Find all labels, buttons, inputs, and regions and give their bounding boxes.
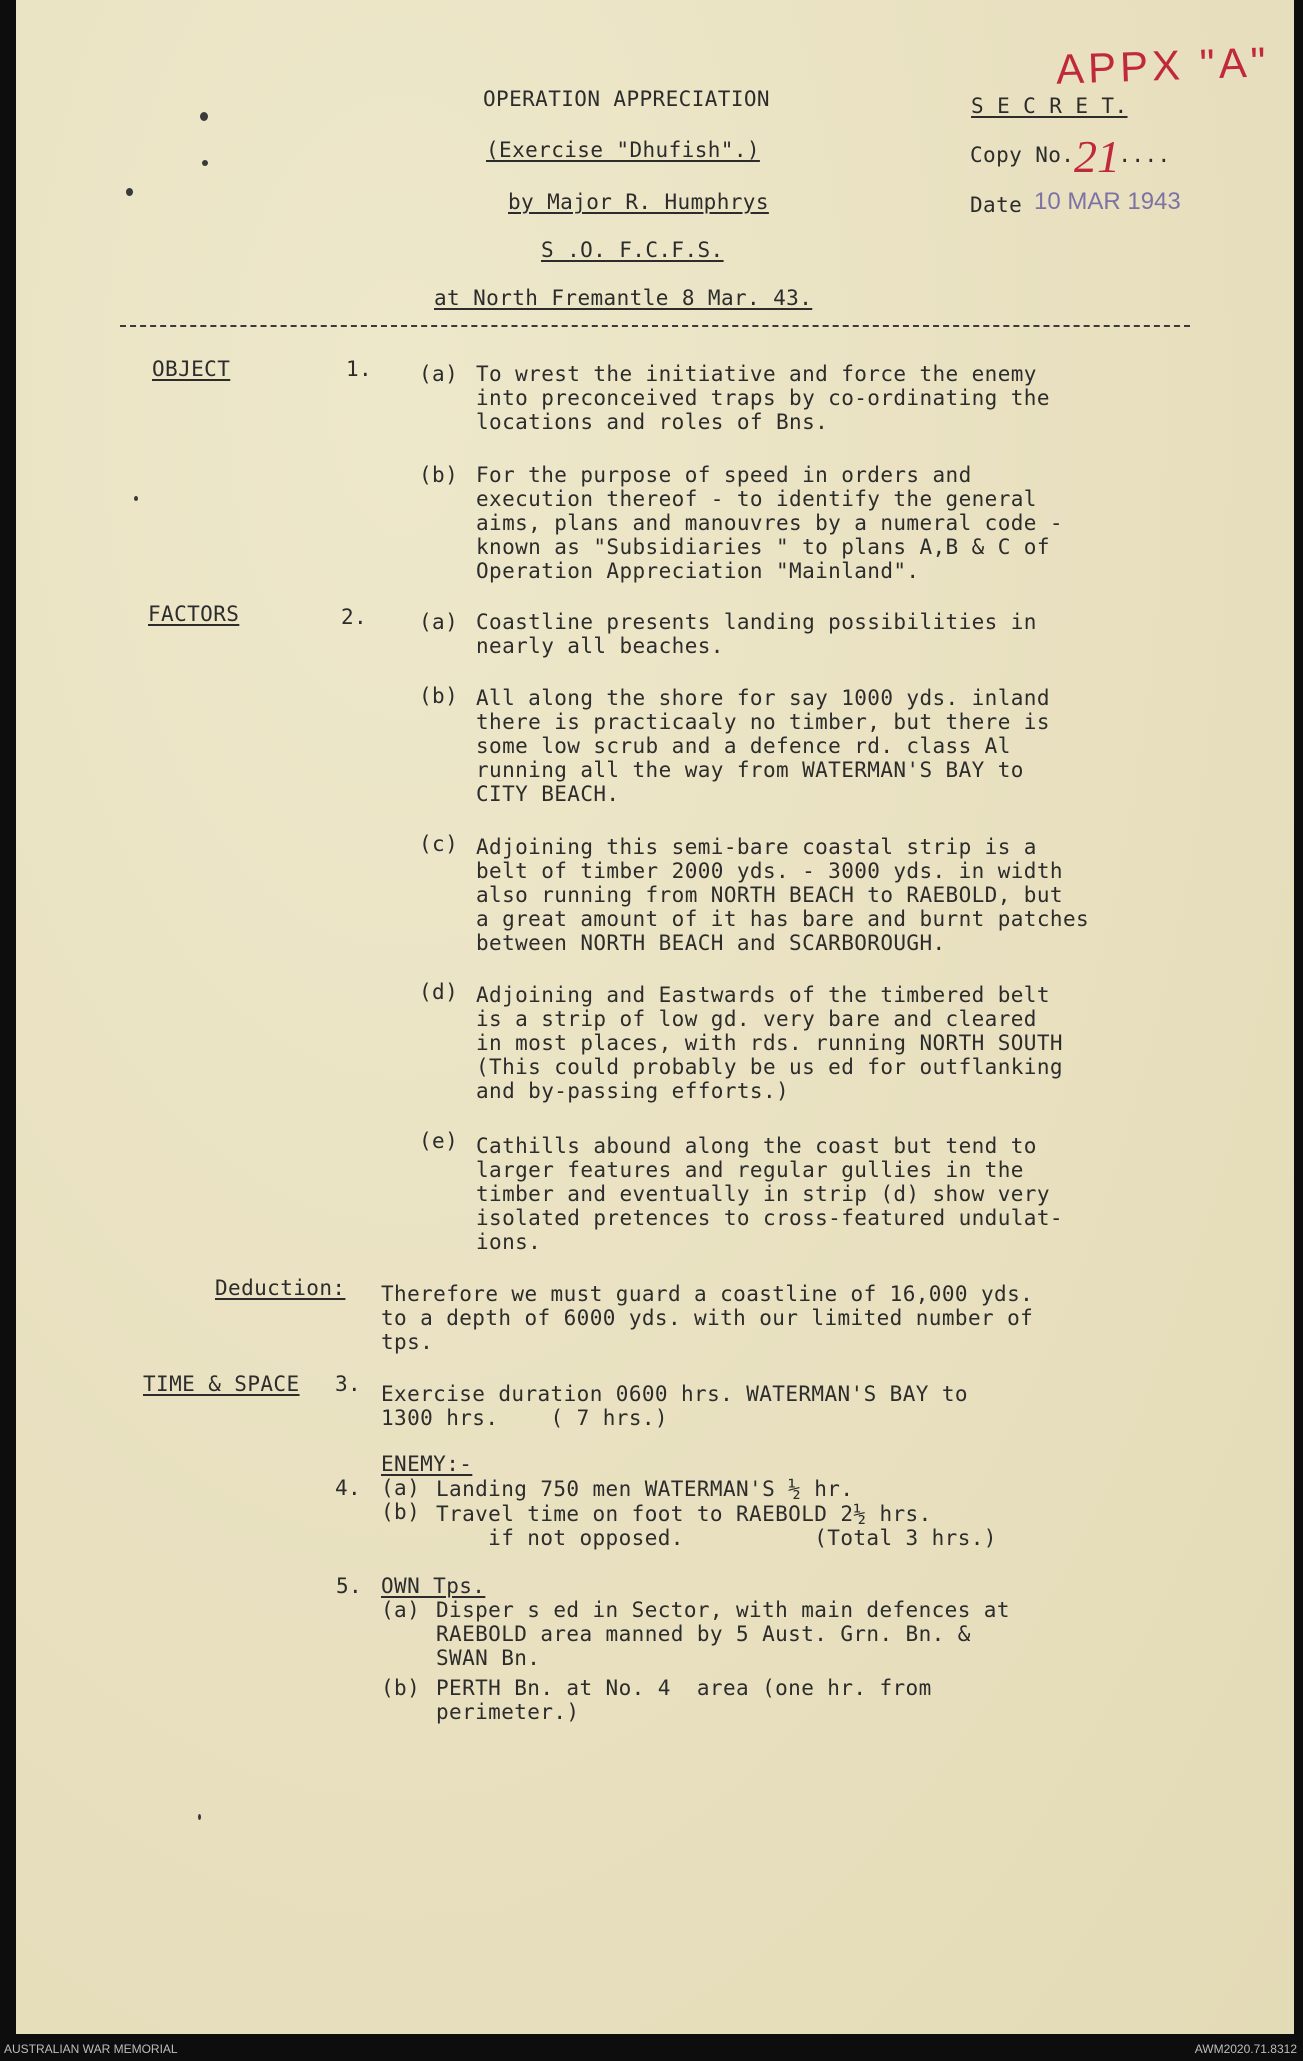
object-b-label: (b) <box>419 463 459 487</box>
copy-label: Copy No. <box>970 143 1075 167</box>
header-divider <box>120 325 1190 327</box>
paper-speck <box>200 112 208 121</box>
unit-line: S .O. F.C.F.S. <box>541 238 724 262</box>
factors-c-text: Adjoining this semi-bare coastal strip is a belt of timber 2000 yds. - 3000 yds. in width also running from NORTH BEACH to RAEBOLD, but a great amount of it has bare and burnt patches between NORTH BEACH and SCARBOROUGH. <box>476 835 1090 955</box>
factors-b-label: (b) <box>419 684 459 708</box>
exercise-name: (Exercise "Dhufish".) <box>486 138 760 162</box>
document-title: OPERATION APPRECIATION <box>483 87 770 111</box>
deduction-text: Therefore we must guard a coastline of 16,000 yds. to a depth of 6000 yds. with our limited number of tps. <box>381 1282 1034 1354</box>
factors-e-text: Cathills abound along the coast but tend to larger features and regular gullies in the timber and eventually in strip (d) show very isolated pretences to cross-featured undulat- ions. <box>476 1134 1063 1254</box>
time-space-number: 3. <box>335 1372 362 1396</box>
factors-a-label: (a) <box>419 610 459 634</box>
paper-speck <box>202 160 208 166</box>
enemy-number: 4. <box>335 1476 362 1500</box>
copy-number-line <box>970 143 1171 167</box>
deduction-label: Deduction: <box>215 1276 346 1300</box>
own-b-label: (b) <box>381 1676 421 1700</box>
own-a-text: Disper s ed in Sector, with main defences at RAEBOLD area manned by 5 Aust. Grn. Bn. & SWAN Bn. <box>436 1598 1010 1670</box>
factors-b-text: All along the shore for say 1000 yds. inland there is practicaaly no timber, but there is some low scrub and a defence rd. class Al running all the way from WATERMAN'S BAY to CITY BEACH. <box>476 686 1050 806</box>
author-line: by Major R. Humphrys <box>508 190 769 214</box>
date-label: Date <box>970 193 1023 217</box>
own-tps-number: 5. <box>336 1574 363 1598</box>
factors-d-text: Adjoining and Eastwards of the timbered belt is a strip of low gd. very bare and cleared in most places, with rds. running NORTH SOUTH (This could probably be us ed for outflanking and by-passing efforts.) <box>476 983 1063 1103</box>
copy-number-handwritten: 21 <box>1074 131 1120 182</box>
time-space-heading: TIME & SPACE <box>143 1372 300 1396</box>
factors-heading: FACTORS <box>148 602 240 626</box>
paper-speck <box>198 1814 201 1820</box>
archive-reference: AWM2020.71.8312 <box>1194 2042 1297 2056</box>
secret-marking: S E C R E T. <box>971 94 1128 118</box>
factors-e-label: (e) <box>419 1129 459 1153</box>
own-a-label: (a) <box>381 1598 421 1622</box>
document-page <box>16 0 1294 2034</box>
own-tps-heading: OWN Tps. <box>381 1574 486 1598</box>
object-a-label: (a) <box>419 362 459 386</box>
object-number: 1. <box>346 357 373 381</box>
object-heading: OBJECT <box>152 357 231 381</box>
object-b-text: For the purpose of speed in orders and execution thereof - to identify the general aims, plans and manouvres by a numeral code - known as "Subsidiaries " to plans A,B & C of Operation Appreciation "Mainland". <box>476 463 1063 583</box>
own-b-text: PERTH Bn. at No. 4 area (one hr. from perimeter.) <box>436 1676 932 1724</box>
factors-number: 2. <box>341 605 368 629</box>
factors-a-text: Coastline presents landing possibilities in nearly all beaches. <box>476 610 1037 658</box>
object-a-text: To wrest the initiative and force the enemy into preconceived traps by co-ordinating the locations and roles of Bns. <box>476 362 1050 434</box>
factors-c-label: (c) <box>419 832 459 856</box>
appendix-stamp: APPX "A" <box>1055 38 1271 93</box>
copy-dots: .... <box>1118 143 1171 167</box>
enemy-a-label: (a) <box>381 1476 421 1500</box>
factors-d-label: (d) <box>419 980 459 1004</box>
enemy-b-label: (b) <box>381 1500 421 1524</box>
location-date-line: at North Fremantle 8 Mar. 43. <box>434 286 813 310</box>
archive-name: AUSTRALIAN WAR MEMORIAL <box>4 2042 178 2056</box>
enemy-b-text: Travel time on foot to RAEBOLD 2½ hrs. if not opposed. (Total 3 hrs.) <box>436 1502 997 1550</box>
time-space-text: Exercise duration 0600 hrs. WATERMAN'S BAY to 1300 hrs. ( 7 hrs.) <box>381 1382 968 1430</box>
date-received-stamp: 10 MAR 1943 <box>1034 188 1181 215</box>
paper-speck <box>134 496 138 501</box>
enemy-heading: ENEMY:- <box>381 1452 473 1476</box>
enemy-a-text: Landing 750 men WATERMAN'S ½ hr. <box>436 1477 854 1501</box>
archive-footer <box>0 2038 1303 2061</box>
paper-speck <box>126 188 133 196</box>
